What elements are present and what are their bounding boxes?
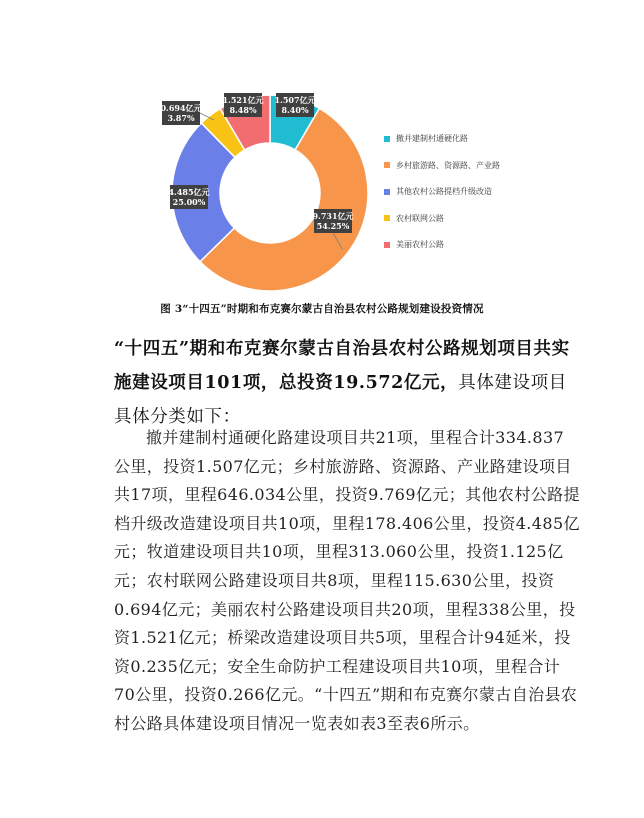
legend-label: 农村联网公路 bbox=[396, 213, 444, 223]
figure-caption: 图 3“十四五”时期和布克赛尔蒙古自治县农村公路规划建设投资情况 bbox=[160, 303, 484, 315]
legend-label: 其他农村公路提档升级改造 bbox=[396, 187, 492, 196]
data-label-percent: 8.40% bbox=[281, 105, 309, 115]
legend-swatch bbox=[384, 242, 390, 248]
legend-swatch bbox=[384, 162, 390, 168]
legend-item bbox=[384, 214, 500, 223]
chart-legend bbox=[384, 134, 500, 267]
data-label-percent: 54.25% bbox=[316, 221, 350, 231]
legend-swatch bbox=[384, 136, 390, 142]
data-label-percent: 3.87% bbox=[167, 113, 195, 123]
data-label-value: 9.731亿元 bbox=[312, 211, 354, 221]
legend-swatch bbox=[384, 189, 390, 195]
data-label-value: 1.507亿元 bbox=[274, 95, 316, 105]
legend-label: 撤并建制村通硬化路 bbox=[396, 134, 468, 143]
legend-item bbox=[384, 134, 500, 143]
data-label-percent: 25.00% bbox=[172, 197, 206, 207]
legend-item bbox=[384, 187, 500, 196]
body-paragraph: 撤并建制村通硬化路建设项目共21项，里程合计334.837公里，投资1.507亿元；乡村旅游路、资源路、产业路建设项目共17项，里程646.034公里，投资9.769亿元；其他农村公路提档升级改造建设项目共10项，里程178.406公里，投资4.485亿元；牧道建设项目共10项，里程313.060公里，投资1.125亿元；农村联网公路建设项目共8项，里程115.630公里，投资0.694亿元；美丽农村公路建设项目共20项，里程338公里，投资1.521亿元；桥梁改造建设项目共5项，里程合计94延米，投资0.235亿元；安全生命防护工程建设项目共10项，里程合计70公里，投资0.266亿元。“十四五”期和布克赛尔蒙古自治县农村公路具体建设项目情况一览表如表3至表6所示。 bbox=[114, 428, 580, 733]
data-label-percent: 8.48% bbox=[229, 105, 257, 115]
donut-chart bbox=[0, 0, 644, 300]
summary-bold-text: “十四五”期和布克赛尔蒙古自治县农村公路规划项目共实施建设项目101项，总投资19.572亿元， bbox=[114, 339, 570, 393]
legend-item bbox=[384, 240, 500, 249]
data-label-value: 1.521亿元 bbox=[222, 95, 264, 105]
summary-paragraph bbox=[114, 332, 584, 434]
legend-swatch bbox=[384, 215, 390, 221]
summary-normal-text: 具体建设项目具体分类如下： bbox=[114, 373, 567, 427]
legend-item bbox=[384, 161, 500, 170]
legend-label: 乡村旅游路、资源路、产业路 bbox=[396, 160, 500, 170]
data-label-value: 4.485亿元 bbox=[168, 187, 210, 197]
data-label-value: 0.694亿元 bbox=[160, 103, 202, 113]
legend-label: 美丽农村公路 bbox=[396, 240, 444, 249]
